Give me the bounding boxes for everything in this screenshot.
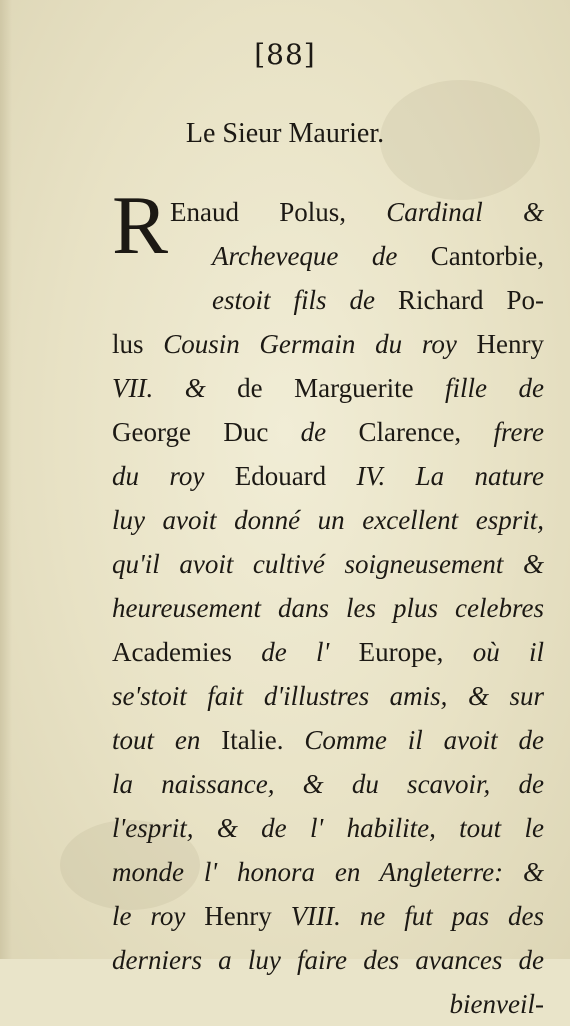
text-line: [112, 674, 544, 718]
text-segment: luy avoit donné un excellent esprit,: [112, 505, 544, 535]
text-line: [112, 806, 544, 850]
text-segment: Richard Po-: [398, 285, 544, 315]
text-segment: Cantorbie,: [430, 241, 545, 271]
text-segment: George Duc: [112, 417, 301, 447]
text-line: [112, 366, 544, 410]
text-segment: Archeveque: [212, 241, 372, 271]
text-line: [112, 586, 544, 630]
text-segment: Comme il avoit de: [304, 725, 544, 755]
text-segment: où il: [472, 637, 544, 667]
text-segment: VII. &: [112, 373, 238, 403]
text-segment: Enaud Polus,: [170, 197, 387, 227]
text-segment: IV. La nature: [356, 461, 544, 491]
text-segment: qu'il avoit cultivé soigneusement &: [112, 549, 544, 579]
text-segment: se'stoit fait d'illustres amis, & sur: [112, 681, 544, 711]
text-line: [112, 498, 544, 542]
text-line: [112, 410, 544, 454]
body-text: [112, 190, 544, 1026]
text-segment: Academies: [112, 637, 262, 667]
text-line: [112, 234, 544, 278]
text-segment: de l': [261, 637, 359, 667]
text-segment: le roy: [112, 901, 205, 931]
text-line: [112, 718, 544, 762]
text-segment: la naissance, & du scavoir, de: [112, 769, 544, 799]
text-segment: Cardinal &: [386, 197, 544, 227]
text-line: [112, 454, 544, 498]
text-segment: de: [300, 417, 359, 447]
text-line: [112, 542, 544, 586]
text-segment: derniers a luy faire des avances de: [112, 945, 544, 975]
text-line: [112, 278, 544, 322]
text-segment: l'esprit, & de l' habilite, tout le: [112, 813, 544, 843]
text-segment: estoit fils de: [212, 285, 399, 315]
text-segment: de Marguerite: [237, 373, 446, 403]
text-segment: Henry: [204, 901, 291, 931]
text-line: [112, 850, 544, 894]
text-line: [112, 762, 544, 806]
text-segment: fille de: [445, 373, 544, 403]
text-line: [112, 982, 544, 1026]
text-segment: Italie.: [221, 725, 305, 755]
text-line: [112, 894, 544, 938]
text-line: [112, 190, 544, 234]
text-segment: heureusement dans les plus celebres: [112, 593, 544, 623]
text-segment: du roy: [112, 461, 235, 491]
text-segment: Cousin Germain du roy: [163, 329, 477, 359]
text-segment: monde l' honora en Angleterre: &: [112, 857, 544, 887]
text-segment: Edouard: [234, 461, 357, 491]
drop-cap: R: [112, 179, 169, 272]
text-line: [112, 630, 544, 674]
text-segment: VIII. ne fut pas des: [290, 901, 545, 931]
page-number: [88]: [254, 38, 316, 71]
page-heading: Le Sieur Maurier.: [185, 118, 385, 149]
text-segment: Europe,: [358, 637, 473, 667]
text-segment: lus: [112, 329, 164, 359]
text-line: [112, 938, 544, 982]
text-segment: tout en: [112, 725, 222, 755]
text-segment: Henry: [476, 329, 544, 359]
text-segment: bienveil-: [449, 989, 544, 1019]
text-segment: frere: [493, 417, 545, 447]
text-line: [112, 322, 544, 366]
text-segment: Clarence,: [358, 417, 494, 447]
text-segment: de: [371, 241, 431, 271]
